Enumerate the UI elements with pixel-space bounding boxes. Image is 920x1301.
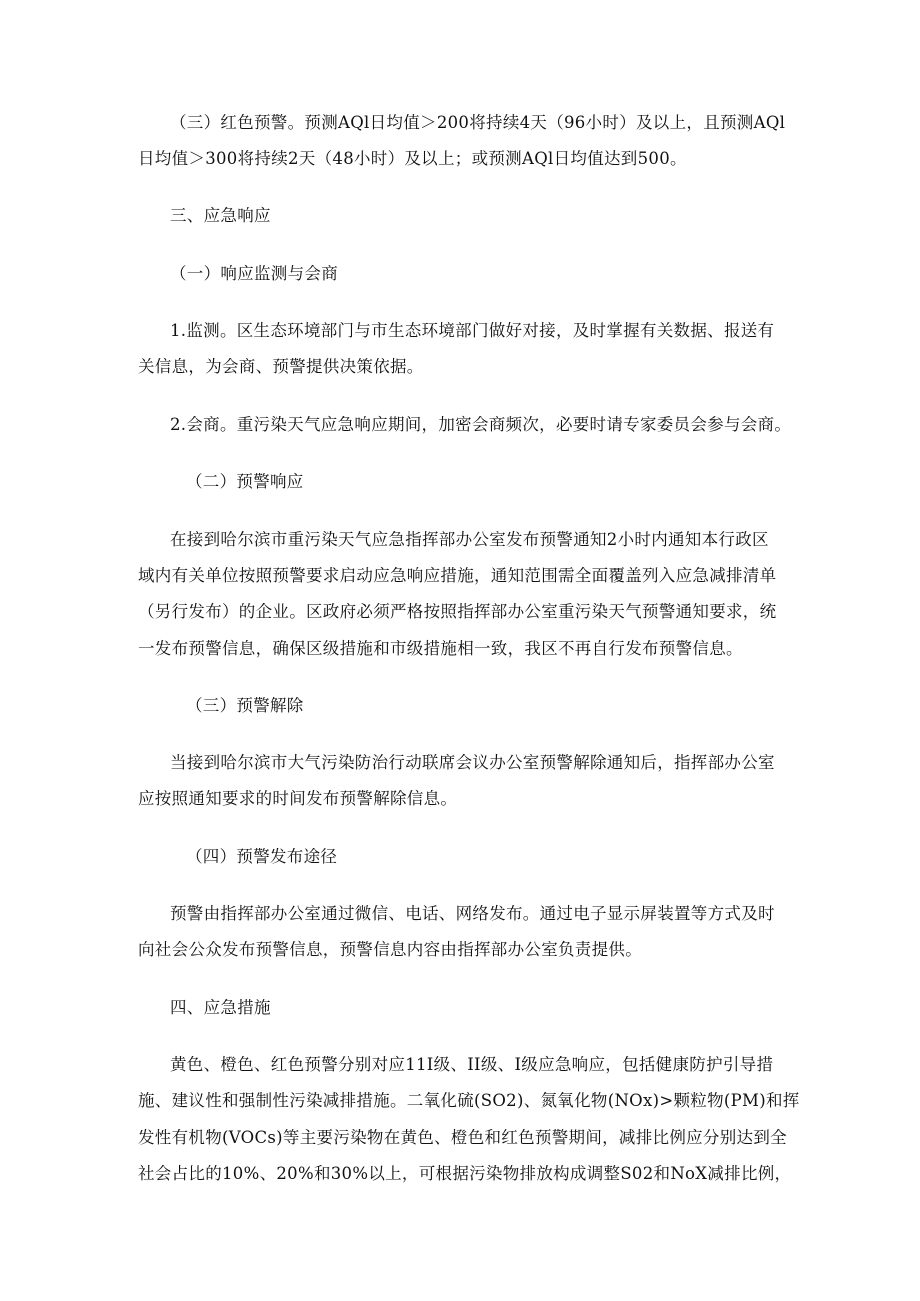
paragraph-consultation: 2.会商。重污染天气应急响应期间，加密会商频次，必要时请专家委员会参与会商。 — [170, 415, 792, 434]
paragraph-warning-response-line-3: （另行发布）的企业。区政府必须严格按照指挥部办公室重污染天气预警通知要求，统 — [138, 602, 777, 621]
paragraph-warning-response-line-2: 域内有关单位按照预警要求启动应急响应措施，通知范围需全面覆盖列入应急减排清单 — [138, 566, 777, 585]
paragraph-warning-release-line-1: 当接到哈尔滨市大气污染防治行动联席会议办公室预警解除通知后，指挥部办公室 — [170, 753, 775, 772]
paragraph-warning-channels-line-2: 向社会公众发布预警信息，预警信息内容由指挥部办公室负责提供。 — [138, 940, 642, 959]
paragraph-measures-line-1: 黄色、橙色、红色预警分别对应11I级、II级、I级应急响应，包括健康防护引导措 — [170, 1055, 774, 1074]
paragraph-measures-line-4: 社会占比的10%、20%和30%以上，可根据污染物排放构成调整S02和NoX减排比例， — [138, 1164, 792, 1183]
paragraph-warning-response-line-4: 一发布预警信息，确保区级措施和市级措施相一致，我区不再自行发布预警信息。 — [138, 639, 743, 658]
paragraph-warning-response-line-1: 在接到哈尔滨市重污染天气应急指挥部办公室发布预警通知2小时内通知本行政区 — [170, 530, 769, 549]
section-heading-emergency-measures: 四、应急措施 — [170, 998, 271, 1017]
paragraph-measures-line-3: 发性有机物(VOCs)等主要污染物在黄色、橙色和红色预警期间，减排比例应分别达到全 — [138, 1128, 787, 1147]
paragraph-measures-line-2: 施、建议性和强制性污染减排措施。二氧化硫(SO2)、氮氧化物(NOx)>颗粒物(PM)和挥 — [138, 1091, 800, 1110]
paragraph-monitoring-line-2: 关信息，为会商、预警提供决策依据。 — [138, 357, 424, 376]
subheading-warning-release: （三）预警解除 — [186, 696, 304, 715]
paragraph-warning-release-line-2: 应按照通知要求的时间发布预警解除信息。 — [138, 789, 458, 808]
paragraph-warning-channels-line-1: 预警由指挥部办公室通过微信、电话、网络发布。通过电子显示屏装置等方式及时 — [170, 904, 775, 923]
paragraph-red-warning-line-2: 日均值＞300将持续2天（48小时）及以上；或预测AQl日均值达到500。 — [138, 149, 687, 168]
subheading-warning-response: （二）预警响应 — [186, 472, 304, 491]
subheading-monitoring-consultation: （一）响应监测与会商 — [170, 264, 338, 283]
subheading-warning-channels: （四）预警发布途径 — [186, 847, 338, 866]
paragraph-red-warning-line-1: （三）红色预警。预测AQl日均值＞200将持续4天（96小时）及以上，且预测AQl — [170, 113, 786, 132]
section-heading-emergency-response: 三、应急响应 — [170, 206, 271, 225]
paragraph-monitoring-line-1: 1.监测。区生态环境部门与市生态环境部门做好对接，及时掌握有关数据、报送有 — [170, 321, 775, 340]
